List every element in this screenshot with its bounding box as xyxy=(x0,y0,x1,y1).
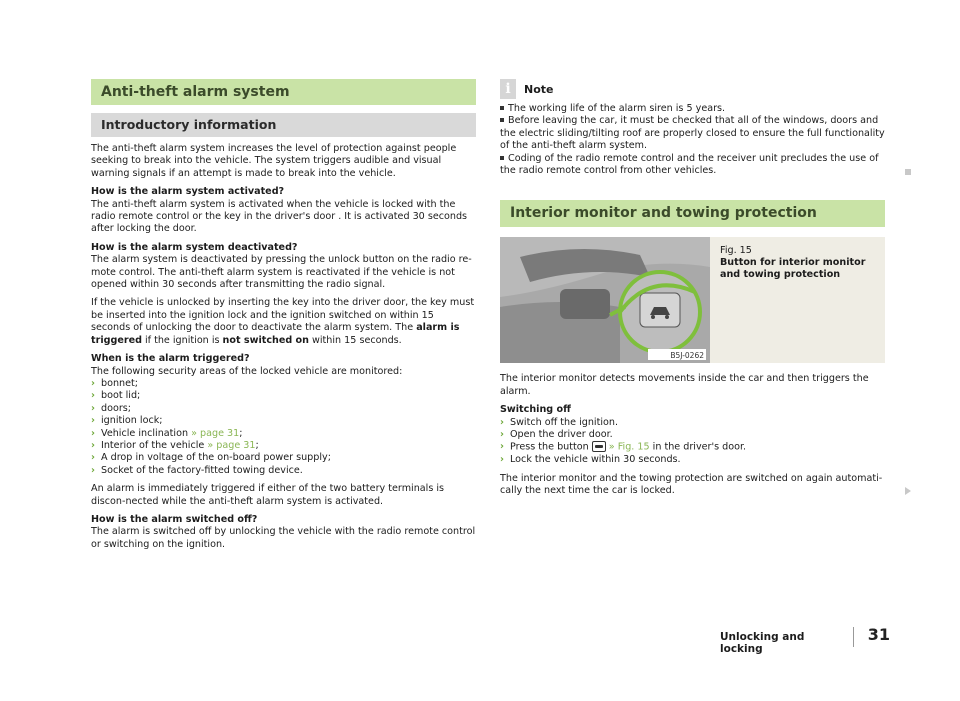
list-item: › Lock the vehicle within 30 seconds. xyxy=(500,454,681,466)
chevron-right-icon: › xyxy=(91,464,95,476)
info-icon: i xyxy=(500,79,516,99)
door-panel-image xyxy=(500,237,710,363)
intro-paragraph: The anti-theft alarm system increases the level of protection against people seeking to break into the vehicle. The system triggers audible and visual warning signals if an attempt is made to break into the vehicle. xyxy=(91,143,457,179)
chevron-right-icon: › xyxy=(91,439,95,451)
left-column xyxy=(91,79,476,551)
figure-caption xyxy=(710,237,885,363)
square-bullet-icon xyxy=(500,118,504,122)
interior-intro: The interior monitor detects movements inside the car and then triggers the alarm. xyxy=(500,373,869,397)
subsection-title: Introductory information xyxy=(91,113,476,137)
section-title-interior: Interior monitor and towing protection xyxy=(500,200,885,227)
chevron-right-icon: › xyxy=(500,454,504,466)
switching-off-steps xyxy=(500,417,885,467)
list-item: › Switch off the ignition. xyxy=(500,416,619,428)
note-body xyxy=(500,103,885,177)
list-item: › doors; xyxy=(91,402,132,414)
key-unlock-paragraph: If the vehicle is unlocked by inserting the key into the driver door, the key must be inserted into the ignition lock and the ignition switched on within 15 seconds of unlocking the door to deactivate the alarm system. The alarm is triggered if the ignition is not switched on within 15 seconds. xyxy=(91,297,475,346)
figure-title: Button for interior monitor and towing protection xyxy=(720,257,866,281)
list-item: › ignition lock; xyxy=(91,415,163,427)
note-item: Before leaving the car, it must be checked that all of the windows, doors and the electric sliding/tilting roof are properly closed to ensure the full functionality of the anti-theft alarm system. xyxy=(500,115,885,152)
question-activated: How is the alarm system activated? xyxy=(91,186,285,198)
page-number: 31 xyxy=(867,625,890,644)
answer-switched-off: The alarm is switched off by unlocking the vehicle with the radio remote control or switching on the ignition. xyxy=(91,526,476,550)
monitored-areas-list xyxy=(91,378,476,477)
list-item: › Vehicle inclination » page 31; xyxy=(91,427,243,439)
chevron-right-icon: › xyxy=(91,390,95,402)
figure-code: B5J-0262 xyxy=(670,351,704,361)
chevron-right-icon: › xyxy=(500,416,504,428)
page-link[interactable]: » page 31 xyxy=(191,427,240,439)
section-title: Anti-theft alarm system xyxy=(91,79,476,105)
right-column xyxy=(500,79,885,498)
square-bullet-icon xyxy=(500,156,504,160)
square-bullet-icon xyxy=(500,106,504,110)
chevron-right-icon: › xyxy=(91,452,95,464)
car-alarm-button-icon xyxy=(592,441,606,452)
question-deactivated: How is the alarm system deactivated? xyxy=(91,241,298,253)
question-switched-off: How is the alarm switched off? xyxy=(91,513,258,525)
note-title: Note xyxy=(524,82,554,96)
chevron-right-icon: › xyxy=(500,441,504,453)
list-item: › bonnet; xyxy=(91,377,139,389)
door-panel-illustration xyxy=(500,237,710,363)
page-link[interactable]: » page 31 xyxy=(207,439,256,451)
answer-activated: The anti-theft alarm system is activated when the vehicle is locked with the radio remote control or the key in the driver's door . It is activated 30 seconds after locking the door. xyxy=(91,198,468,235)
answer-triggered: The following security areas of the locked vehicle are monitored: xyxy=(91,365,403,377)
chevron-right-icon: › xyxy=(91,377,95,389)
list-item: › boot lid; xyxy=(91,390,141,402)
chevron-right-icon: › xyxy=(91,415,95,427)
figure xyxy=(500,237,885,363)
page-footer xyxy=(720,625,890,655)
note-item: The working life of the alarm siren is 5 years. xyxy=(500,103,885,115)
list-item: › Socket of the factory-fitted towing device. xyxy=(91,464,303,476)
emphasis-not-switched-on: not switched on xyxy=(222,334,309,346)
chevron-right-icon: › xyxy=(91,402,95,414)
note-item: Coding of the radio remote control and the receiver unit precludes the use of the radio remote control from other vehicles. xyxy=(500,152,879,177)
list-item: › Interior of the vehicle » page 31; xyxy=(91,439,259,451)
continue-arrow-icon xyxy=(905,487,911,495)
interior-closing: The interior monitor and the towing protection are switched on again automati-cally the next time the car is locked. xyxy=(500,472,883,497)
emphasis-alarm-triggered: alarm is triggered xyxy=(91,322,460,346)
note-header xyxy=(500,79,885,99)
chevron-right-icon: › xyxy=(91,427,95,439)
section-end-icon xyxy=(905,169,911,175)
figure-number: Fig. 15 xyxy=(720,245,752,257)
battery-paragraph: An alarm is immediately triggered if either of the two battery terminals is discon-nected while the anti-theft alarm system is activated. xyxy=(91,483,445,507)
chevron-right-icon: › xyxy=(500,429,504,441)
question-triggered: When is the alarm triggered? xyxy=(91,353,250,365)
list-item: › A drop in voltage of the on-board power supply; xyxy=(91,452,331,464)
footer-divider xyxy=(853,627,854,647)
switching-off-heading: Switching off xyxy=(500,404,571,416)
answer-deactivated: The alarm system is deactivated by pressing the unlock button on the radio re-mote control. The anti-theft alarm system is reactivated if the vehicle is not opened within 30 seconds after transmitting the radio signal. xyxy=(91,254,472,291)
closing-block xyxy=(500,473,885,498)
figure-link[interactable]: » Fig. 15 xyxy=(608,441,650,453)
list-item: › Press the button » Fig. 15 in the driver's door. xyxy=(500,441,747,453)
footer-section-title: Unlocking and locking xyxy=(720,631,805,655)
list-item: › Open the driver door. xyxy=(500,429,613,441)
